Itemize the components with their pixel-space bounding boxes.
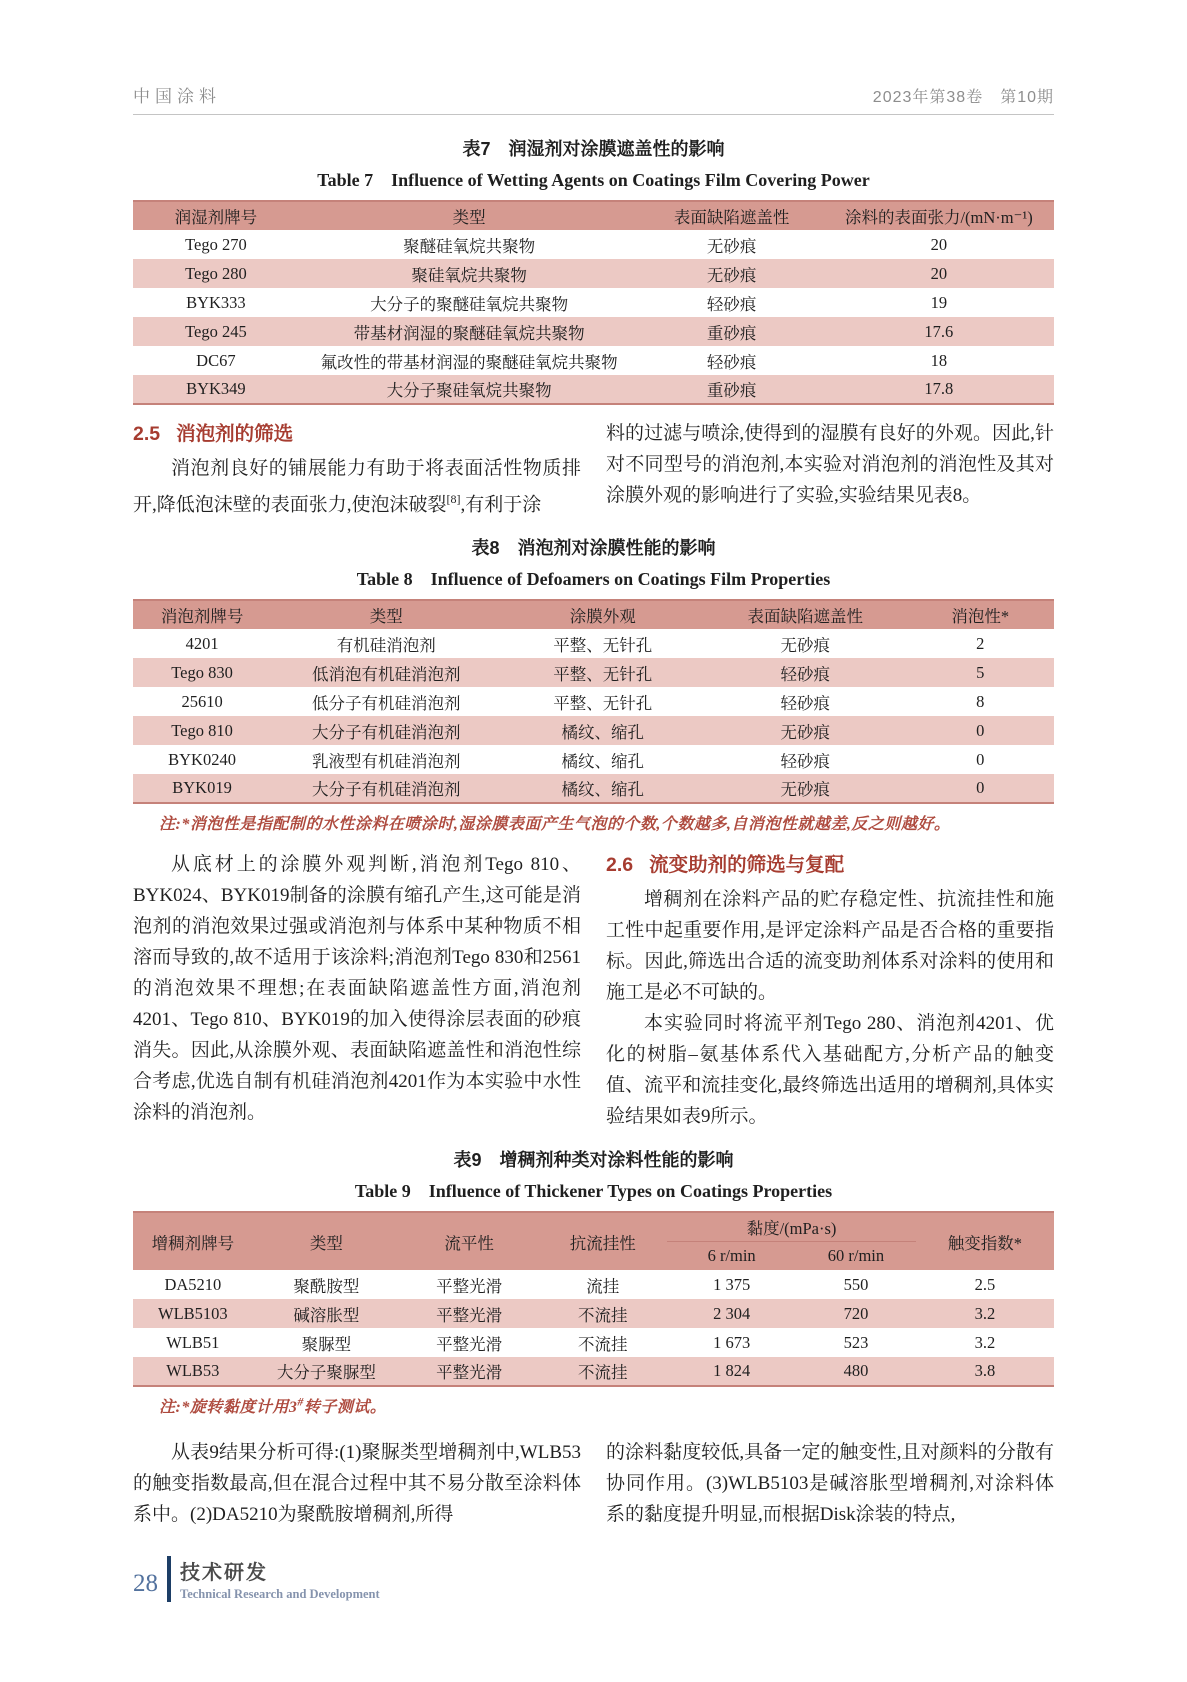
table-cell: 2.5 [974, 1274, 996, 1294]
table-cell: 1 673 [713, 1332, 751, 1352]
table-row [133, 1357, 1054, 1386]
table-cell: 2 304 [667, 1299, 796, 1328]
table-cell: 0 [976, 749, 985, 769]
section-2-5 [133, 418, 1054, 520]
table-cell: 4201 [185, 633, 219, 653]
column-subheader: 6 r/min [667, 1241, 796, 1270]
table-cell: Tego 270 [185, 234, 247, 254]
column-header: 抗流挂性 [538, 1212, 667, 1270]
table-cell: BYK019 [133, 774, 271, 803]
table-row [133, 259, 1054, 288]
table-cell: 轻砂痕 [706, 294, 757, 314]
table-cell: 平整、无针孔 [501, 658, 704, 687]
paragraph [133, 453, 581, 520]
table-cell: 聚醚硅氧烷共聚物 [403, 236, 536, 256]
column-header: 表面缺陷遮盖性 [640, 201, 824, 230]
table-cell: 聚脲型 [301, 1334, 352, 1354]
table-cell: 橘纹、缩孔 [501, 716, 704, 745]
table-cell: 平整、无针孔 [553, 635, 653, 655]
table-cell: 氟改性的带基材润湿的聚醚硅氧烷共聚物 [320, 352, 618, 372]
reference-mark: [8] [446, 492, 461, 506]
table-cell: 聚酰胺型 [293, 1276, 360, 1296]
column-subheader: 60 r/min [796, 1241, 916, 1270]
table-cell: 无砂痕 [704, 716, 907, 745]
table-cell: Tego 810 [133, 716, 271, 745]
table-cell: 橘纹、缩孔 [561, 751, 644, 771]
table-cell: BYK0240 [168, 749, 236, 769]
page-header [133, 82, 1054, 115]
page [0, 82, 1187, 1602]
table-cell: 平整光滑 [436, 1276, 503, 1296]
table-row [133, 346, 1054, 375]
table-cell: 平整光滑 [400, 1357, 538, 1386]
table-cell: Tego 280 [133, 259, 299, 288]
table-cell: 重砂痕 [640, 375, 824, 404]
note-text: 注:*旋转黏度计用3 [159, 1399, 298, 1417]
table-cell: 大分子聚脲型 [253, 1357, 400, 1386]
table8-block [133, 534, 1054, 834]
footer-section-en: Technical Research and Development [180, 1587, 380, 1602]
table-cell: 2 [976, 633, 985, 653]
table-cell: 3.8 [916, 1357, 1054, 1386]
paragraph: 本实验同时将流平剂Tego 280、消泡剂4201、优化的树脂–氨基体系代入基础配方,分析产品的触变值、流平和流挂变化,最终筛选出适用的增稠剂,具体实验结果如表9所示。 [606, 1013, 1054, 1128]
table-cell: 0 [907, 716, 1054, 745]
table-cell: 18 [930, 350, 948, 370]
table-cell: Tego 830 [133, 658, 271, 687]
table-cell: WLB53 [133, 1357, 253, 1386]
paragraph: 的涂料黏度较低,具备一定的触变性,且对颜料的分散有协同作用。(3)WLB5103是碱溶胀型增稠剂,对涂料体系的黏度提升明显,而根据Disk涂装的特点, [606, 1442, 1054, 1526]
table-cell: 5 [907, 658, 1054, 687]
table-cell: 1 375 [713, 1274, 751, 1294]
table-cell: 大分子的聚醚硅氧烷共聚物 [370, 294, 569, 314]
table-cell: 乳液型有机硅消泡剂 [312, 751, 461, 771]
table-cell: 不流挂 [577, 1334, 628, 1354]
table-cell: WLB5103 [133, 1299, 253, 1328]
table-cell: 无砂痕 [706, 236, 757, 256]
table-cell: 低分子有机硅消泡剂 [312, 693, 461, 713]
table-row [133, 745, 1054, 774]
table-cell: 轻砂痕 [704, 658, 907, 687]
table-cell: WLB51 [166, 1332, 220, 1352]
table7-block [133, 135, 1054, 405]
section-heading-2-5 [133, 418, 581, 446]
table-row [133, 1328, 1054, 1357]
table-cell: 8 [976, 691, 985, 711]
table-cell: 3.2 [974, 1332, 996, 1352]
table-cell: 不流挂 [538, 1357, 667, 1386]
page-footer [133, 1556, 1054, 1602]
table-cell: 1 824 [667, 1357, 796, 1386]
table-cell: 17.6 [824, 317, 1054, 346]
table7-title-zh: 表7 润湿剂对涂膜遮盖性的影响 [462, 139, 725, 159]
table-header-row [133, 201, 1054, 230]
table8-title-zh: 表8 消泡剂对涂膜性能的影响 [471, 538, 716, 559]
table-cell: BYK349 [133, 375, 299, 404]
footer-section-zh: 技术研发 [180, 1562, 268, 1585]
table-cell: 大分子有机硅消泡剂 [271, 774, 501, 803]
column-header: 触变指数* [916, 1212, 1054, 1270]
section-number: 2.5 [133, 423, 161, 445]
table-row [133, 658, 1054, 687]
column-header: 涂膜外观 [501, 600, 704, 629]
paragraph: 料的过滤与喷涂,使得到的湿膜有良好的外观。因此,针对不同型号的消泡剂,本实验对消泡剂的消泡性及其对涂膜外观的影响进行了实验,实验结果见表8。 [606, 423, 1054, 506]
table9-note [133, 1394, 1054, 1417]
table-row [133, 317, 1054, 346]
table-cell: 17.8 [824, 375, 1054, 404]
table-cell: 20 [930, 234, 948, 254]
left-column [133, 418, 581, 520]
table-cell: DC67 [196, 350, 236, 370]
table-header-row [133, 600, 1054, 629]
column-header: 类型 [271, 600, 501, 629]
paragraph: 增稠剂在涂料产品的贮存稳定性、抗流挂性和施工性中起重要作用,是评定涂料产品是否合格的重要指标。因此,筛选出合适的流变助剂体系对涂料的使用和施工是必不可缺的。 [606, 889, 1054, 1004]
table-row [133, 629, 1054, 658]
table-cell: BYK333 [186, 292, 246, 312]
section-number: 2.6 [606, 854, 634, 877]
left-column [133, 1437, 581, 1530]
table-cell: 0 [907, 774, 1054, 803]
right-column [606, 1437, 1054, 1530]
table-cell: Tego 245 [133, 317, 299, 346]
table-cell: 带基材润湿的聚醚硅氧烷共聚物 [299, 317, 640, 346]
column-header: 类型 [299, 201, 640, 230]
table-cell: DA5210 [164, 1274, 222, 1294]
footer-divider-bar [167, 1556, 171, 1602]
table-cell: 无砂痕 [640, 259, 824, 288]
table-cell: 无砂痕 [704, 774, 907, 803]
journal-name: 中国涂料 [133, 87, 221, 106]
mid-body [133, 849, 1054, 1132]
bottom-body [133, 1437, 1054, 1530]
table9-title-zh: 表9 增稠剂种类对涂料性能的影响 [453, 1150, 734, 1171]
section-title: 消泡剂的筛选 [176, 423, 294, 445]
column-header: 消泡剂牌号 [133, 600, 271, 629]
table-cell: 550 [843, 1274, 869, 1294]
table-cell: 480 [796, 1357, 916, 1386]
column-header: 流平性 [400, 1212, 538, 1270]
table7 [133, 200, 1054, 405]
table-header-row [133, 1212, 1054, 1241]
table-cell: 低消泡有机硅消泡剂 [271, 658, 501, 687]
table-cell: 无砂痕 [780, 635, 831, 655]
section-heading-2-6 [606, 849, 1054, 877]
table-cell: 橘纹、缩孔 [501, 774, 704, 803]
table-row [133, 687, 1054, 716]
right-column [606, 849, 1054, 1132]
table8 [133, 599, 1054, 804]
page-number: 28 [133, 1570, 158, 1598]
table-cell: 大分子有机硅消泡剂 [271, 716, 501, 745]
table-cell: 大分子聚硅氧烷共聚物 [299, 375, 640, 404]
note-text: 转子测试。 [303, 1399, 387, 1417]
table-row [133, 1270, 1054, 1299]
table7-title-en: Table 7 Influence of Wetting Agents on Coatings Film Covering Power [317, 170, 870, 190]
table-cell: 聚硅氧烷共聚物 [299, 259, 640, 288]
table-cell: 720 [796, 1299, 916, 1328]
table8-title-en: Table 8 Influence of Defoamers on Coatings Film Properties [356, 569, 831, 590]
left-column [133, 849, 581, 1132]
table-cell: 轻砂痕 [780, 751, 831, 771]
table-cell: 平整、无针孔 [553, 693, 653, 713]
table-row [133, 774, 1054, 803]
table-cell: 平整光滑 [436, 1334, 503, 1354]
table-cell: 523 [843, 1332, 869, 1352]
table9-block [133, 1146, 1054, 1417]
paragraph: 从表9结果分析可得:(1)聚脲类型增稠剂中,WLB53的触变指数最高,但在混合过程中其不易分散至涂料体系中。(2)DA5210为聚酰胺增稠剂,所得 [133, 1442, 581, 1526]
table-cell: 不流挂 [538, 1299, 667, 1328]
table-row [133, 230, 1054, 259]
column-header: 类型 [253, 1212, 400, 1270]
table8-note: 注:*消泡性是指配制的水性涂料在喷涂时,湿涂膜表面产生气泡的个数,个数越多,自消泡性就越差,反之则越好。 [159, 816, 951, 834]
note-superscript: # [297, 1395, 304, 1409]
table9 [133, 1211, 1054, 1387]
table-row [133, 288, 1054, 317]
table9-title-en: Table 9 Influence of Thickener Types on Coatings Properties [354, 1181, 833, 1202]
table-cell: 3.2 [916, 1299, 1054, 1328]
column-header: 消泡性* [907, 600, 1054, 629]
column-header: 润湿剂牌号 [133, 201, 299, 230]
table-row [133, 1299, 1054, 1328]
table-cell: 平整光滑 [400, 1299, 538, 1328]
table-cell: 20 [824, 259, 1054, 288]
column-header: 涂料的表面张力/(mN·m⁻¹) [824, 201, 1054, 230]
table-cell: 流挂 [586, 1276, 620, 1296]
table-row [133, 716, 1054, 745]
section-title: 流变助剂的筛选与复配 [649, 854, 845, 877]
right-column [606, 418, 1054, 520]
table-cell: 碱溶胀型 [253, 1299, 400, 1328]
table-cell: 19 [930, 292, 948, 312]
issue-info: 2023年第38卷 第10期 [872, 89, 1054, 106]
paragraph-text: ,有利于涂 [460, 494, 542, 516]
column-header: 增稠剂牌号 [133, 1212, 253, 1270]
paragraph: 从底材上的涂膜外观判断,消泡剂Tego 810、BYK024、BYK019制备的涂膜有缩孔产生,这可能是消泡剂的消泡效果过强或消泡剂与体系中某种物质不相溶而导致的,故不适用于该涂料;消泡剂Tego 830和2561的消泡效果不理想;在表面缺陷遮盖性方面,消泡剂4201、Tego 810、BYK019的加入使得涂层表面的砂痕消失。因此,从涂膜外观、表面缺陷遮盖性和消泡性综合考虑,优选自制有机硅消泡剂4201作为本实验中水性涂料的消泡剂。 [133, 854, 581, 1124]
table-cell: 轻砂痕 [780, 693, 831, 713]
paragraph-text: 消泡剂良好的铺展能力有助于将表面活性物质排开,降低泡沫壁的表面张力,使泡沫破裂 [133, 458, 581, 516]
table-cell: 重砂痕 [640, 317, 824, 346]
column-header: 表面缺陷遮盖性 [704, 600, 907, 629]
table-cell: 轻砂痕 [706, 352, 757, 372]
table-cell: 25610 [181, 691, 223, 711]
table-cell: 有机硅消泡剂 [336, 635, 436, 655]
footer-section [180, 1556, 380, 1602]
table-row [133, 375, 1054, 404]
column-header-viscosity: 黏度/(mPa·s) [667, 1212, 916, 1241]
